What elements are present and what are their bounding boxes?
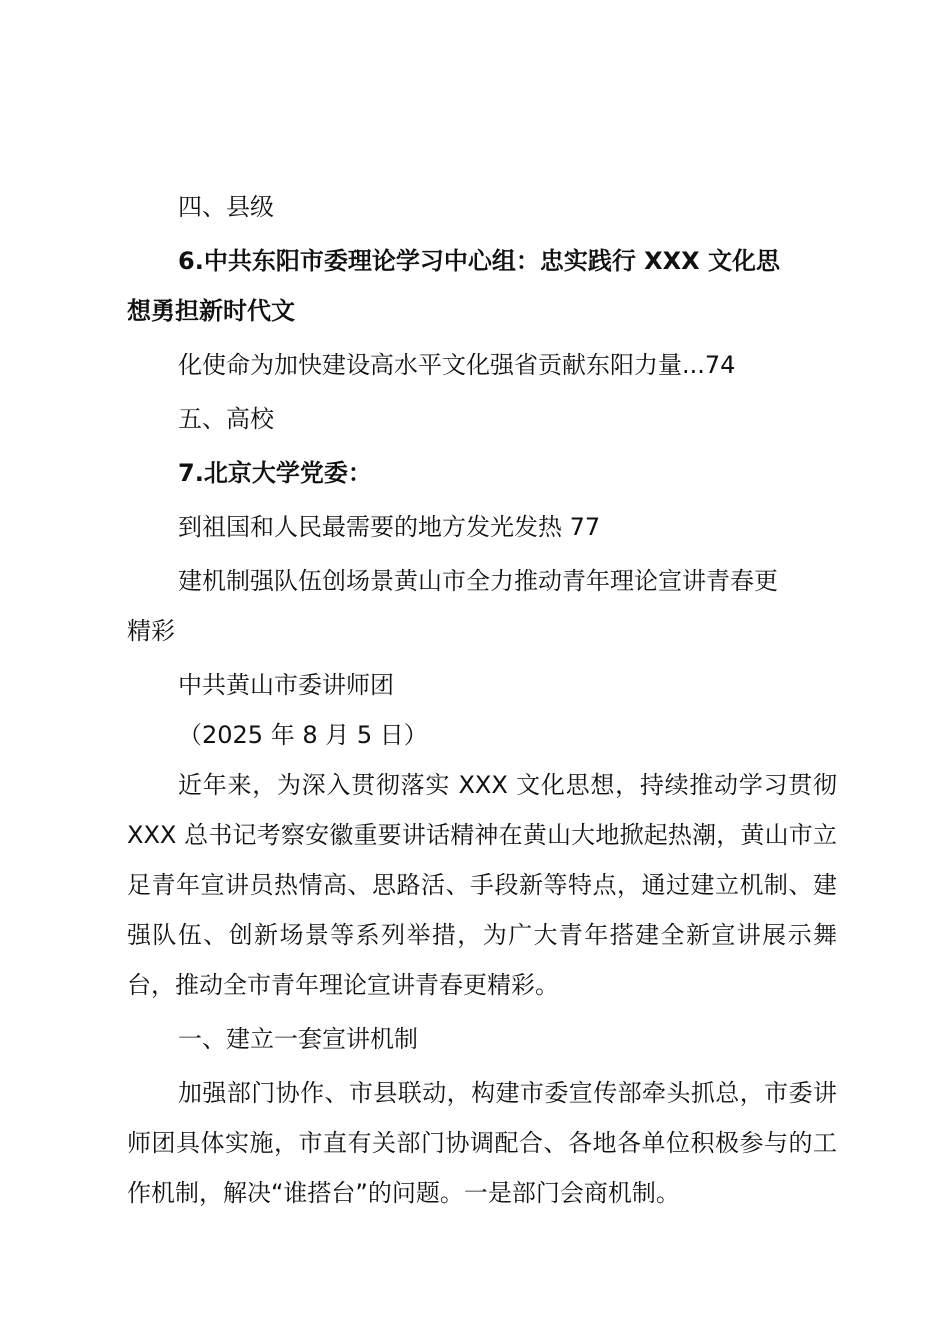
article-author: 中共黄山市委讲师团 xyxy=(178,671,394,699)
section-county: 四、县级 xyxy=(178,193,274,221)
subheading-1: 一、建立一套宣讲机制 xyxy=(178,1025,418,1053)
toc-entry-7-continued: 到祖国和人民最需要的地方发光发热 77 xyxy=(178,513,601,541)
heading-6-line-1: 6.中共东阳市委理论学习中心组：忠实践行 XXX 文化思 xyxy=(178,247,781,275)
section-university: 五、高校 xyxy=(178,405,274,433)
intro-paragraph: 近年来，为深入贯彻落实 XXX 文化思想，持续推动学习贯彻 XXX 总书记考察安徽重要讲话精神在黄山大地掀起热潮，黄山市立足青年宣讲员热情高、思路活、手段新等特点，通过建立机制、建强队伍、创新场景等系列举措，为广大青年搭建全新宣讲展示舞台，推动全市青年理论宣讲青春更精彩。 xyxy=(127,771,837,999)
article-title-line-1: 建机制强队伍创场景黄山市全力推动青年理论宣讲青春更 xyxy=(178,567,778,595)
heading-7: 7.北京大学党委： xyxy=(178,459,372,487)
heading-6-line-2: 想勇担新时代文 xyxy=(127,297,295,325)
document-page xyxy=(127,182,837,1218)
article-date: （2025 年 8 月 5 日） xyxy=(178,721,428,749)
body-paragraph-1: 加强部门协作、市县联动，构建市委宣传部牵头抓总，市委讲师团具体实施，市直有关部门协调配合、各地各单位积极参与的工作机制，解决“谁搭台”的问题。一是部门会商机制。 xyxy=(127,1079,837,1207)
toc-entry-6-continued: 化使命为加快建设高水平文化强省贡献东阳力量...74 xyxy=(178,351,736,379)
article-title-line-2: 精彩 xyxy=(127,617,175,645)
